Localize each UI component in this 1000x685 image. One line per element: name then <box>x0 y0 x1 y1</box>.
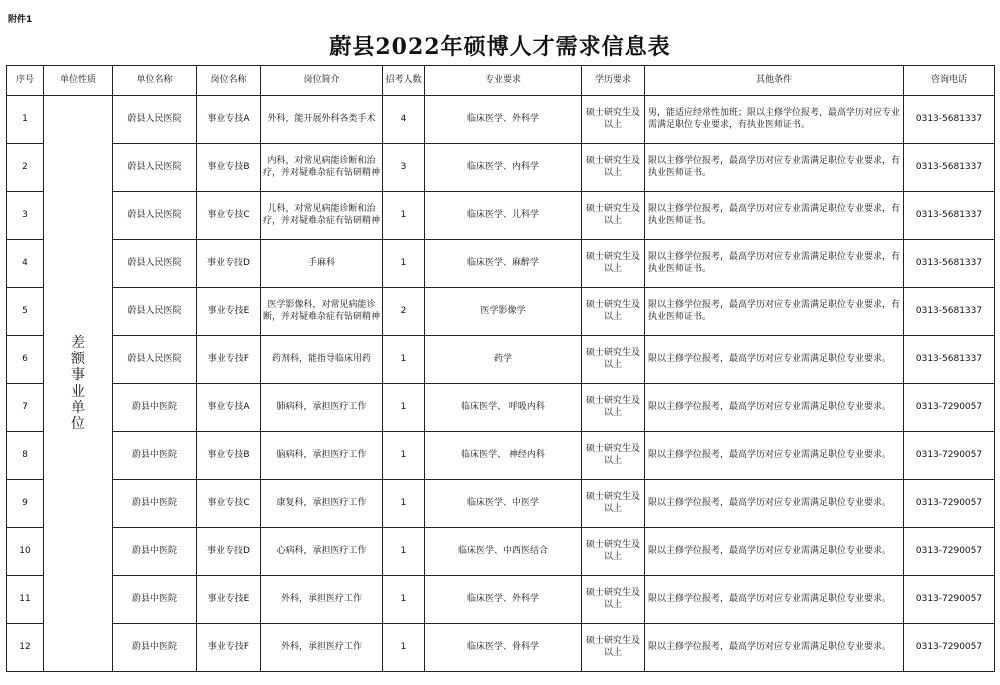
cell-post-name: 事业专技C <box>197 480 261 528</box>
header-unit-name: 单位名称 <box>113 66 197 96</box>
cell-education: 硕士研究生及以上 <box>582 192 645 240</box>
cell-count: 1 <box>383 576 425 624</box>
table-row <box>7 432 995 480</box>
cell-unit-name: 蔚县中医院 <box>113 432 197 480</box>
cell-major: 临床医学、麻醉学 <box>425 240 582 288</box>
cell-count: 1 <box>383 384 425 432</box>
cell-post-name: 事业专技A <box>197 384 261 432</box>
cell-post-intro: 医学影像科，对常见病能诊断，并对疑难杂症有钻研精神 <box>261 288 383 336</box>
cell-conditions: 限以主修学位报考，最高学历对应专业需满足职位专业要求。 <box>645 576 904 624</box>
cell-no: 12 <box>7 624 44 672</box>
cell-phone: 0313-5681337 <box>904 240 995 288</box>
table-row <box>7 96 995 144</box>
cell-count: 1 <box>383 336 425 384</box>
cell-conditions: 限以主修学位报考，最高学历对应专业需满足职位专业要求。 <box>645 528 904 576</box>
header-phone: 咨询电话 <box>904 66 995 96</box>
table-row <box>7 384 995 432</box>
cell-major: 临床医学、 呼吸内科 <box>425 384 582 432</box>
cell-post-intro: 康复科，承担医疗工作 <box>261 480 383 528</box>
table-row <box>7 576 995 624</box>
cell-major: 临床医学、外科学 <box>425 576 582 624</box>
cell-post-intro: 脑病科，承担医疗工作 <box>261 432 383 480</box>
cell-post-intro: 外科，承担医疗工作 <box>261 576 383 624</box>
cell-post-name: 事业专技E <box>197 288 261 336</box>
cell-count: 3 <box>383 144 425 192</box>
cell-post-name: 事业专技F <box>197 624 261 672</box>
table-row <box>7 624 995 672</box>
cell-major: 药学 <box>425 336 582 384</box>
cell-unit-nature <box>44 96 113 672</box>
cell-no: 6 <box>7 336 44 384</box>
table-row <box>7 288 995 336</box>
cell-no: 4 <box>7 240 44 288</box>
attachment-label: 附件1 <box>8 15 33 25</box>
cell-unit-name: 蔚县中医院 <box>113 624 197 672</box>
header-count: 招考人数 <box>383 66 425 96</box>
cell-conditions: 限以主修学位报考，最高学历对应专业需满足职位专业要求，有执业医师证书。 <box>645 144 904 192</box>
cell-count: 1 <box>383 528 425 576</box>
cell-post-name: 事业专技D <box>197 528 261 576</box>
cell-count: 1 <box>383 432 425 480</box>
cell-post-intro: 儿科，对常见病能诊断和治疗，并对疑难杂症有钻研精神 <box>261 192 383 240</box>
header-unit-nature: 单位性质 <box>44 66 113 96</box>
cell-post-name: 事业专技D <box>197 240 261 288</box>
cell-post-intro: 药剂科，能指导临床用药 <box>261 336 383 384</box>
cell-unit-name: 蔚县人民医院 <box>113 336 197 384</box>
cell-unit-name: 蔚县人民医院 <box>113 240 197 288</box>
table-row <box>7 144 995 192</box>
cell-no: 9 <box>7 480 44 528</box>
cell-count: 1 <box>383 192 425 240</box>
cell-major: 临床医学、外科学 <box>425 96 582 144</box>
cell-post-intro: 外科，承担医疗工作 <box>261 624 383 672</box>
cell-major: 临床医学、儿科学 <box>425 192 582 240</box>
cell-post-intro: 肺病科，承担医疗工作 <box>261 384 383 432</box>
cell-major: 临床医学、骨科学 <box>425 624 582 672</box>
cell-post-intro: 内科，对常见病能诊断和治疗，并对疑难杂症有钻研精神 <box>261 144 383 192</box>
cell-phone: 0313-7290057 <box>904 480 995 528</box>
header-no: 序号 <box>7 66 44 96</box>
cell-phone: 0313-7290057 <box>904 432 995 480</box>
table-row <box>7 528 995 576</box>
cell-post-name: 事业专技A <box>197 96 261 144</box>
cell-post-name: 事业专技E <box>197 576 261 624</box>
cell-phone: 0313-7290057 <box>904 528 995 576</box>
cell-post-intro: 心病科，承担医疗工作 <box>261 528 383 576</box>
header-conditions: 其他条件 <box>645 66 904 96</box>
cell-count: 1 <box>383 624 425 672</box>
cell-unit-name: 蔚县人民医院 <box>113 288 197 336</box>
cell-conditions: 限以主修学位报考，最高学历对应专业需满足职位专业要求，有执业医师证书。 <box>645 192 904 240</box>
cell-education: 硕士研究生及以上 <box>582 336 645 384</box>
talent-demand-table <box>6 65 995 672</box>
cell-unit-name: 蔚县人民医院 <box>113 192 197 240</box>
cell-unit-name: 蔚县中医院 <box>113 384 197 432</box>
cell-conditions: 限以主修学位报考，最高学历对应专业需满足职位专业要求。 <box>645 480 904 528</box>
cell-conditions: 限以主修学位报考，最高学历对应专业需满足职位专业要求，有执业医师证书。 <box>645 288 904 336</box>
unit-nature-text: 差额事业单位 <box>71 335 85 432</box>
cell-no: 10 <box>7 528 44 576</box>
cell-count: 1 <box>383 240 425 288</box>
cell-education: 硕士研究生及以上 <box>582 288 645 336</box>
cell-education: 硕士研究生及以上 <box>582 528 645 576</box>
cell-post-intro: 外科，能开展外科各类手术 <box>261 96 383 144</box>
cell-conditions: 限以主修学位报考，最高学历对应专业需满足职位专业要求，有执业医师证书。 <box>645 240 904 288</box>
table-header-row <box>7 66 995 96</box>
cell-phone: 0313-5681337 <box>904 192 995 240</box>
cell-phone: 0313-7290057 <box>904 384 995 432</box>
cell-post-intro: 手麻科 <box>261 240 383 288</box>
cell-conditions: 限以主修学位报考，最高学历对应专业需满足职位专业要求。 <box>645 384 904 432</box>
cell-no: 5 <box>7 288 44 336</box>
header-education: 学历要求 <box>582 66 645 96</box>
cell-no: 11 <box>7 576 44 624</box>
cell-education: 硕士研究生及以上 <box>582 240 645 288</box>
cell-major: 临床医学、 神经内科 <box>425 432 582 480</box>
cell-phone: 0313-5681337 <box>904 336 995 384</box>
table-row <box>7 480 995 528</box>
cell-education: 硕士研究生及以上 <box>582 480 645 528</box>
cell-unit-name: 蔚县中医院 <box>113 480 197 528</box>
cell-phone: 0313-7290057 <box>904 624 995 672</box>
table-row <box>7 240 995 288</box>
cell-education: 硕士研究生及以上 <box>582 576 645 624</box>
table-row <box>7 192 995 240</box>
cell-conditions: 男，能适应经常性加班；限以主修学位报考，最高学历对应专业需满足职位专业要求，有执业医师证书。 <box>645 96 904 144</box>
cell-major: 临床医学、中西医结合 <box>425 528 582 576</box>
cell-phone: 0313-5681337 <box>904 144 995 192</box>
cell-no: 2 <box>7 144 44 192</box>
cell-no: 7 <box>7 384 44 432</box>
cell-unit-name: 蔚县中医院 <box>113 576 197 624</box>
header-post-name: 岗位名称 <box>197 66 261 96</box>
cell-post-name: 事业专技C <box>197 192 261 240</box>
cell-unit-name: 蔚县人民医院 <box>113 144 197 192</box>
cell-count: 2 <box>383 288 425 336</box>
cell-phone: 0313-5681337 <box>904 96 995 144</box>
cell-conditions: 限以主修学位报考，最高学历对应专业需满足职位专业要求。 <box>645 624 904 672</box>
cell-post-name: 事业专技B <box>197 432 261 480</box>
cell-major: 临床医学、中医学 <box>425 480 582 528</box>
cell-education: 硕士研究生及以上 <box>582 432 645 480</box>
cell-count: 4 <box>383 96 425 144</box>
header-major: 专业要求 <box>425 66 582 96</box>
cell-no: 8 <box>7 432 44 480</box>
cell-education: 硕士研究生及以上 <box>582 384 645 432</box>
cell-unit-name: 蔚县人民医院 <box>113 96 197 144</box>
cell-major: 医学影像学 <box>425 288 582 336</box>
cell-post-name: 事业专技B <box>197 144 261 192</box>
cell-count: 1 <box>383 480 425 528</box>
cell-conditions: 限以主修学位报考，最高学历对应专业需满足职位专业要求。 <box>645 336 904 384</box>
cell-no: 1 <box>7 96 44 144</box>
cell-post-name: 事业专技F <box>197 336 261 384</box>
cell-no: 3 <box>7 192 44 240</box>
page-title: 蔚县2022年硕博人才需求信息表 <box>329 34 671 60</box>
cell-education: 硕士研究生及以上 <box>582 624 645 672</box>
cell-conditions: 限以主修学位报考，最高学历对应专业需满足职位专业要求。 <box>645 432 904 480</box>
cell-education: 硕士研究生及以上 <box>582 144 645 192</box>
table-row <box>7 336 995 384</box>
header-post-intro: 岗位简介 <box>261 66 383 96</box>
cell-major: 临床医学、内科学 <box>425 144 582 192</box>
cell-phone: 0313-7290057 <box>904 576 995 624</box>
cell-unit-name: 蔚县中医院 <box>113 528 197 576</box>
cell-phone: 0313-5681337 <box>904 288 995 336</box>
cell-education: 硕士研究生及以上 <box>582 96 645 144</box>
